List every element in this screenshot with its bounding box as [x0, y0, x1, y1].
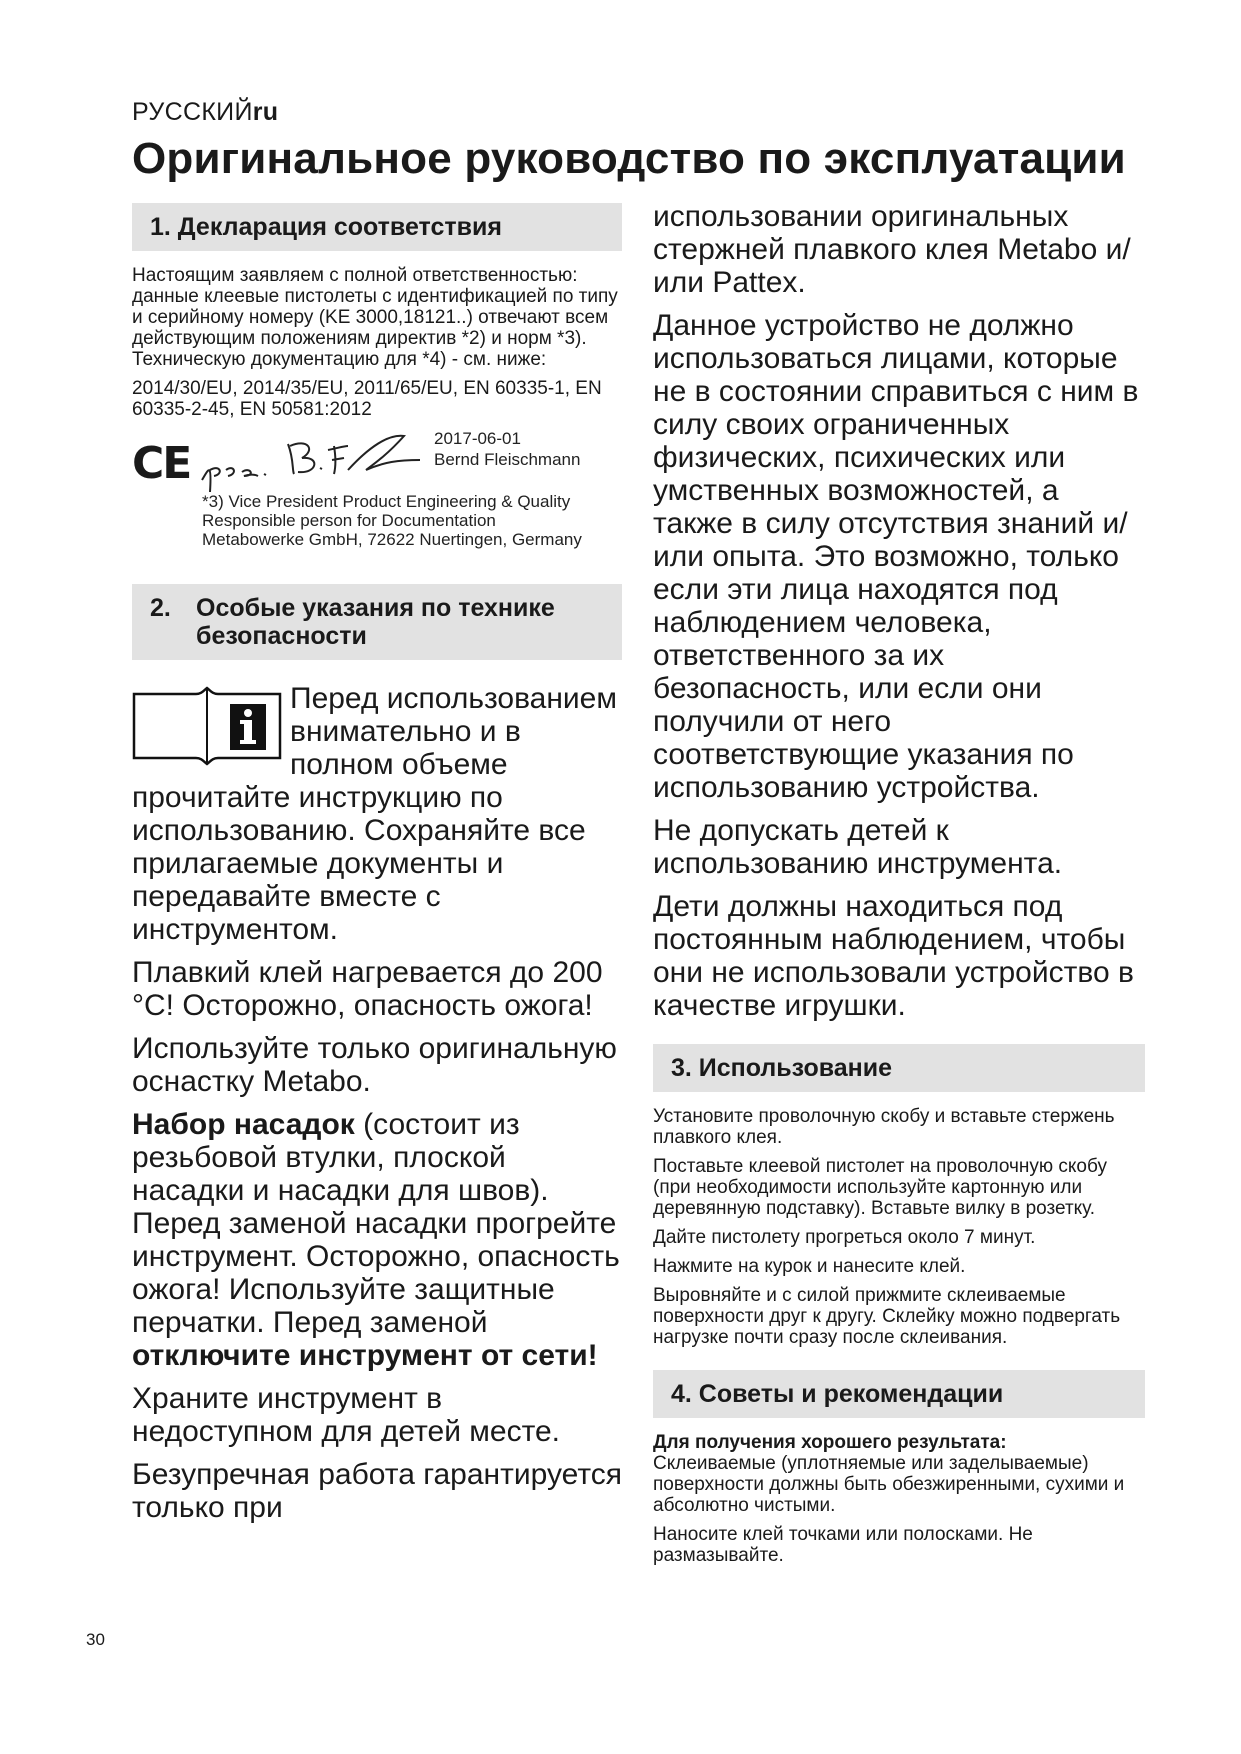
tips-body: Склеиваемые (уплотняемые или заделываемые) поверхности должны быть обезжиренными, сухими и абсолютно чистыми.	[653, 1453, 1125, 1516]
company-address: Metabowerke GmbH, 72622 Nuertingen, Germany	[202, 530, 582, 549]
section-4-heading: 4. Советы и рекомендации	[653, 1370, 1145, 1418]
nozzle-set-body: (состоит из резьбовой втулки, плоской насадки и насадки для швов). Перед заменой насадки прогрейте инструмент. Осторожно, опасность ожога! Используйте защитные перчатки. Перед заменой	[132, 1108, 620, 1339]
signer-name: Bernd Fleischmann	[434, 450, 581, 469]
language-code: ru	[252, 98, 279, 126]
documentation-person: Responsible person for Documentation	[202, 511, 496, 530]
read-manual-icon	[132, 682, 282, 766]
guarantee-text: Безупречная работа гарантируется только при	[132, 1458, 622, 1524]
usage-step-1: Установите проволочную скобу и вставьте стержень плавкого клея.	[653, 1106, 1115, 1148]
signature-block	[132, 428, 622, 558]
section-3-heading: 3. Использование	[653, 1044, 1145, 1092]
language-label	[132, 98, 278, 127]
children-supervision-text: Дети должны находиться под постоянным наблюдением, чтобы они не использовали устройство в качестве игрушки.	[653, 890, 1134, 1022]
usage-step-2: Поставьте клеевой пистолет на проволочную скобу (при необходимости используйте картонную или деревянную подставку). Вставьте вилку в розетку.	[653, 1156, 1107, 1219]
tips-text-1	[653, 1432, 1145, 1516]
usage-step-4: Нажмите на курок и нанесите клей.	[653, 1256, 966, 1277]
usage-step-3: Дайте пистолету прогреться около 7 минут.	[653, 1227, 1036, 1248]
ce-mark: CE	[132, 438, 191, 489]
tips-text-2: Наносите клей точками или полосками. Не размазывайте.	[653, 1524, 1033, 1566]
section-2-number: 2.	[150, 594, 171, 622]
section-1-heading: 1. Декларация соответствия	[132, 203, 622, 251]
read-instructions-text: Перед использованием внимательно и в полном объеме прочитайте инструкцию по использованию. Сохраняйте все прилагаемые документы и передавайте вместе с инструментом.	[132, 682, 617, 946]
burn-warning-text: Плавкий клей нагревается до 200 °C! Осторожно, опасность ожога!	[132, 956, 603, 1022]
signer-notes	[202, 492, 582, 549]
children-access-text: Не допускать детей к использованию инструмента.	[653, 814, 1063, 880]
page-title: Оригинальное руководство по эксплуатации	[132, 134, 1126, 183]
declaration-text: Настоящим заявляем с полной ответственностью: данные клеевые пистолеты с идентификацией по типу и серийному номеру (KE 3000,18121..) отвечают всем действующим положениям директив *2) и норм *3). Техническую документацию для *4) - см. ниже:	[132, 265, 618, 370]
accessories-text: Используйте только оригинальную оснастку Metabo.	[132, 1032, 617, 1098]
signature-icon	[198, 430, 428, 500]
read-manual-block	[132, 682, 622, 946]
right-column	[653, 200, 1145, 1574]
page-number: 30	[86, 1630, 105, 1649]
left-column	[132, 203, 622, 1534]
section-2-heading	[132, 584, 622, 660]
nozzle-set-text	[132, 1108, 622, 1372]
declaration-date: 2017-06-01	[434, 429, 521, 448]
usage-step-5: Выровняйте и с силой прижмите склеиваемые поверхности друг к другу. Склейку можно подвергать нагрузке почти сразу после склеивания.	[653, 1285, 1121, 1348]
section-2-title: Особые указания по технике безопасности	[196, 594, 555, 650]
tips-label: Для получения хорошего результата:	[653, 1432, 1007, 1453]
signer-title: *3) Vice President Product Engineering & Quality	[202, 492, 571, 511]
guarantee-continued-text: использовании оригинальных стержней плавкого клея Metabo и/или Pattex.	[653, 200, 1131, 299]
nozzle-set-label: Набор насадок	[132, 1108, 355, 1141]
restricted-persons-text: Данное устройство не должно использоваться лицами, которые не в состоянии справиться с ним в силу своих ограниченных физических, психических или умственных возможностей, а также в силу отсутствия знаний и/или опыта. Это возможно, только если эти лица находятся под наблюдением человека, ответственного за их безопасность, или если они получили от него соответствующие указания по использованию устройства.	[653, 309, 1139, 804]
language-name: РУССКИЙ	[132, 98, 253, 126]
unplug-warning: отключите инструмент от сети!	[132, 1339, 598, 1372]
signature-date-name	[434, 428, 580, 470]
standards-list: 2014/30/EU, 2014/35/EU, 2011/65/EU, EN 60335-1, EN 60335-2-45, EN 50581:2012	[132, 378, 602, 420]
storage-text: Храните инструмент в недоступном для детей месте.	[132, 1382, 561, 1448]
